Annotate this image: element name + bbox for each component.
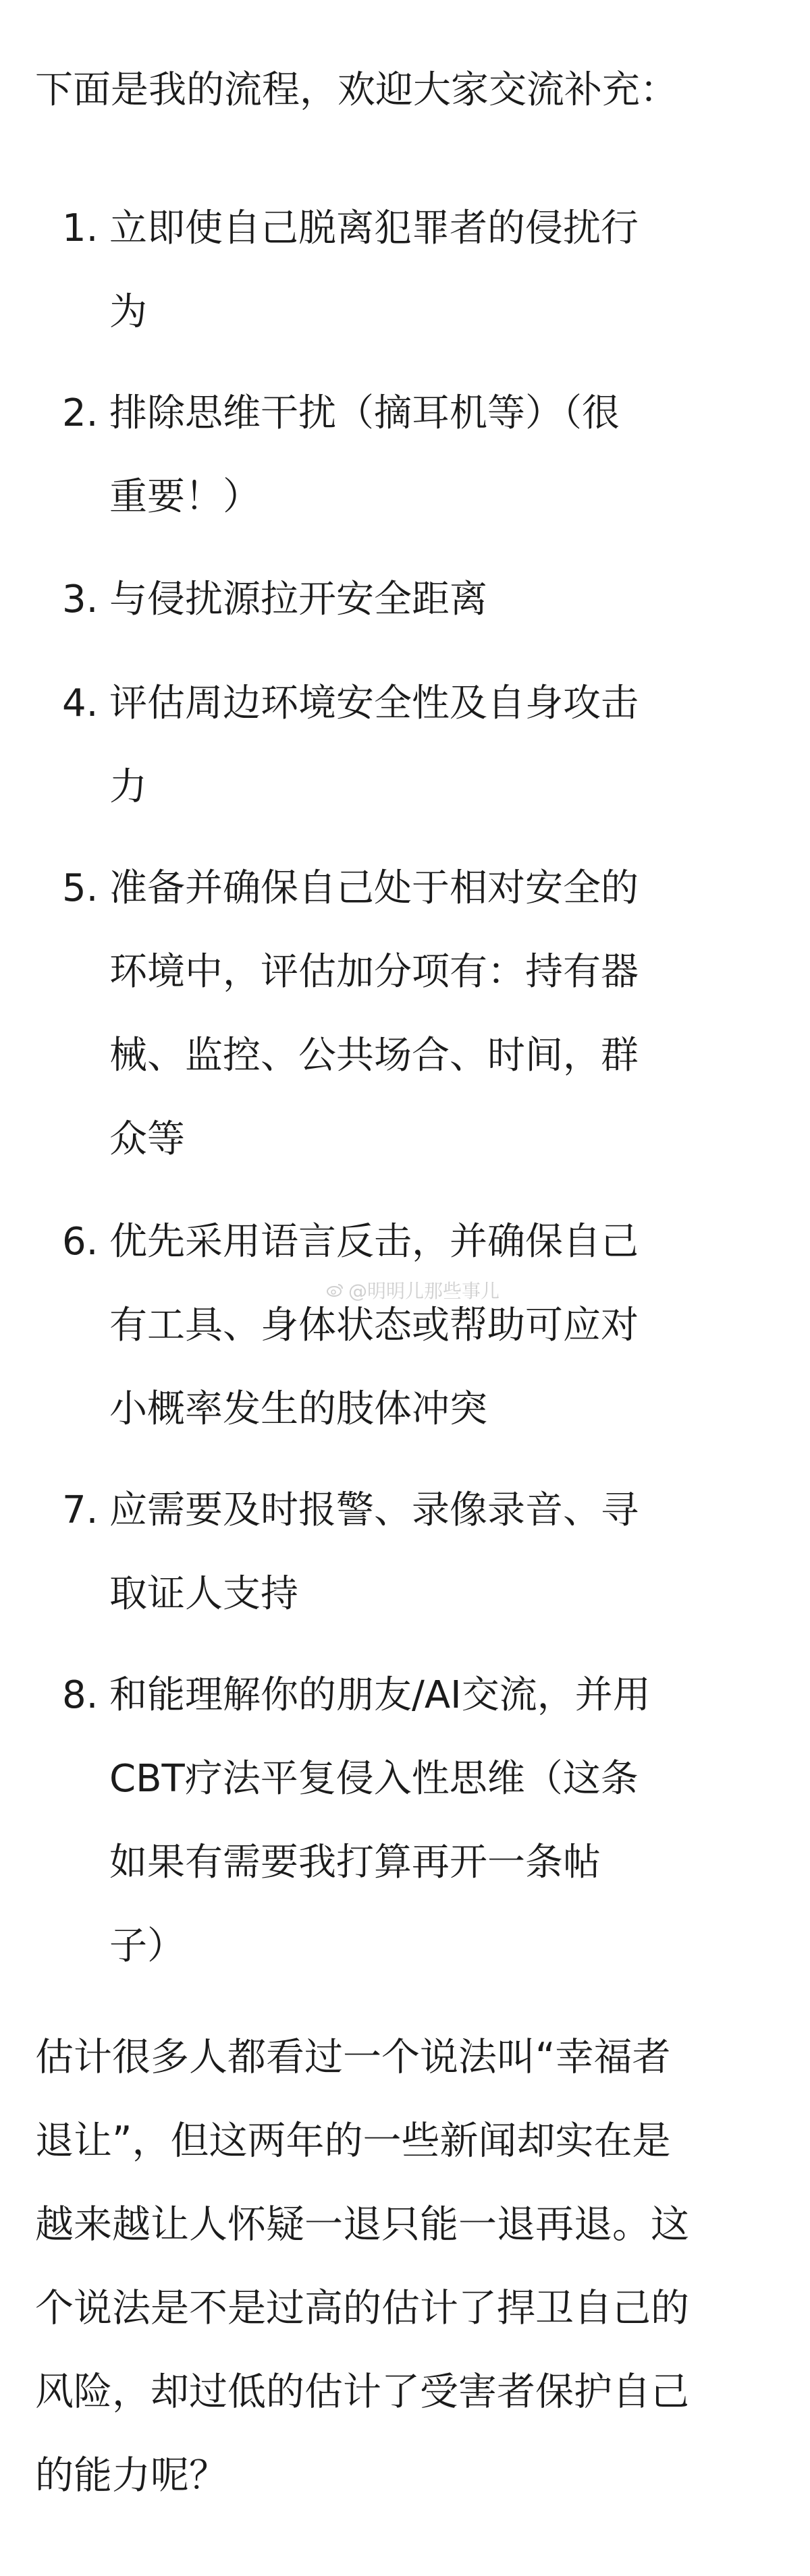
step-text-line: 准备并确保自己处于相对安全的 bbox=[109, 866, 639, 910]
step-text-line: 重要！） bbox=[109, 475, 261, 519]
paragraph-line: 退让”，但这两年的一些新闻却实在是 bbox=[35, 2119, 671, 2163]
step-text-line: 力 bbox=[109, 765, 147, 809]
step-text-line: 子） bbox=[109, 1924, 185, 1968]
intro-text: 下面是我的流程，欢迎大家交流补充： bbox=[35, 68, 678, 112]
step-number: 6. bbox=[62, 1220, 99, 1264]
step-text-line: 小概率发生的肢体冲突 bbox=[109, 1387, 487, 1431]
step-text-line: 应需要及时报警、录像录音、寻 bbox=[109, 1488, 639, 1532]
step-text-line: 众等 bbox=[109, 1117, 185, 1161]
paragraph-line: 风险，却过低的估计了受害者保护自己 bbox=[35, 2370, 689, 2414]
step-text-line: 评估周边环境安全性及自身攻击 bbox=[109, 681, 639, 725]
step-text-line: 排除思维干扰（摘耳机等）（很 bbox=[109, 391, 620, 435]
step-text-line: CBT疗法平复侵入性思维（这条 bbox=[109, 1757, 639, 1801]
paragraph-line: 个说法是不是过高的估计了捍卫自己的 bbox=[35, 2286, 689, 2330]
step-text-line: 为 bbox=[109, 290, 147, 334]
step-number: 4. bbox=[62, 681, 99, 725]
watermark bbox=[327, 1277, 500, 1304]
paragraph-line: 越来越让人怀疑一退只能一退再退。这 bbox=[35, 2202, 689, 2247]
step-text-line: 优先采用语言反击，并确保自己 bbox=[109, 1220, 639, 1264]
step-text-line: 如果有需要我打算再开一条帖 bbox=[109, 1841, 601, 1884]
step-number: 5. bbox=[62, 866, 99, 910]
step-text-line: 和能理解你的朋友/AI交流，并用 bbox=[109, 1673, 651, 1717]
step-text-line: 环境中，评估加分项有：持有器 bbox=[109, 950, 639, 994]
paragraph-line: 的能力呢？ bbox=[35, 2453, 227, 2498]
step-text-line: 械、监控、公共场合、时间，群 bbox=[109, 1034, 639, 1077]
watermark-text: @明明儿那些事儿 bbox=[348, 1280, 500, 1302]
step-number: 8. bbox=[62, 1673, 99, 1717]
paragraph-line: 估计很多人都看过一个说法叫“幸福者 bbox=[35, 2035, 671, 2079]
step-number: 1. bbox=[62, 206, 99, 250]
step-text-line: 有工具、身体状态或帮助可应对 bbox=[109, 1304, 639, 1347]
step-text-line: 立即使自己脱离犯罪者的侵扰行 bbox=[109, 206, 639, 250]
step-text-line: 与侵扰源拉开安全距离 bbox=[109, 578, 487, 621]
step-number: 7. bbox=[62, 1488, 99, 1532]
step-text-line: 取证人支持 bbox=[109, 1572, 298, 1616]
step-number: 2. bbox=[62, 391, 99, 435]
weibo-icon bbox=[327, 1283, 344, 1297]
step-number: 3. bbox=[62, 578, 99, 621]
